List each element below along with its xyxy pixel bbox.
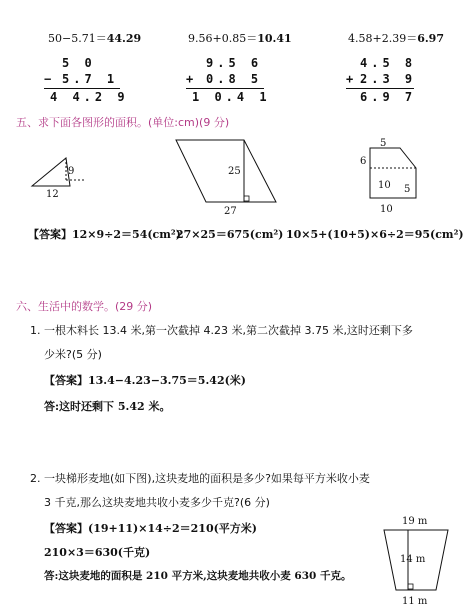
figure-top-label: 5	[380, 138, 387, 149]
question-2-answer-1: 【答案】(19+11)×14÷2＝210(平方米)	[44, 522, 258, 535]
parallelogram-height-label: 25	[228, 166, 241, 177]
operand-top: 4.5 8	[360, 56, 417, 70]
equation-1: 50−5.71＝44.29	[48, 32, 142, 45]
operator: −	[44, 72, 56, 86]
question-1-line-2: 少米?(5 分)	[44, 348, 102, 361]
section-6-title: 六、生活中的数学。(29 分)	[16, 300, 153, 313]
trapezoid-height-label: 14 m	[400, 554, 426, 565]
operand-second: 5.7 1	[62, 72, 119, 86]
trapezoid-field-figure	[380, 512, 456, 612]
section-5-answer-3: 10×5+(10+5)×6÷2＝95(cm²)	[286, 228, 464, 241]
sum-line	[44, 88, 120, 89]
section-5-answer-1: 【答案】12×9÷2＝54(cm²)	[28, 228, 181, 241]
parallelogram-figure	[172, 136, 282, 218]
question-2-answer-2: 210×3＝630(千克)	[44, 546, 151, 559]
triangle-height-label: 9	[68, 166, 75, 177]
trapezoid-top-label: 19 m	[402, 516, 428, 527]
trapezoid-bottom-label: 11 m	[402, 596, 428, 607]
result: 6.9 7	[360, 90, 417, 104]
result: 4 4.2 9	[50, 90, 129, 104]
figure-mid-label: 10	[378, 180, 391, 191]
figure-left-label: 6	[360, 156, 367, 167]
section-5-title: 五、求下面各图形的面积。(单位:cm)(9 分)	[16, 116, 230, 129]
composite-figure	[354, 136, 430, 218]
equation-3: 4.58+2.39＝6.97	[348, 32, 444, 45]
section-5-answer-2: 27×25＝675(cm²)	[176, 228, 284, 241]
operand-top: 5 0	[62, 56, 96, 70]
question-1-line-1: 1. 一根木料长 13.4 米,第一次截掉 4.23 米,第二次截掉 3.75 米,这时还剩下多	[30, 324, 413, 337]
parallelogram-base-label: 27	[224, 206, 237, 217]
operand-top: 9.5 6	[206, 56, 263, 70]
question-2-line-2: 3 千克,那么这块麦地共收小麦多少千克?(6 分)	[44, 496, 270, 509]
question-2-line-1: 2. 一块梯形麦地(如下图),这块麦地的面积是多少?如果每平方米收小麦	[30, 472, 370, 485]
operand-second: 0.8 5	[206, 72, 263, 86]
sum-line	[186, 88, 264, 89]
operand-second: 2.3 9	[360, 72, 417, 86]
question-2-conclusion: 答:这块麦地的面积是 210 平方米,这块麦地共收小麦 630 千克。	[44, 570, 352, 582]
question-1-answer: 【答案】13.4−4.23−3.75＝5.42(米)	[44, 374, 247, 387]
triangle-base-label: 12	[46, 189, 59, 200]
figure-right-label: 5	[404, 184, 411, 195]
question-1-conclusion: 答:这时还剩下 5.42 米。	[44, 400, 171, 413]
sum-line	[346, 88, 414, 89]
equation-2: 9.56+0.85＝10.41	[188, 32, 292, 45]
triangle-figure	[30, 150, 90, 200]
figure-bottom-label: 10	[380, 204, 393, 215]
operator: +	[186, 72, 198, 86]
operator: +	[346, 72, 358, 86]
result: 1 0.4 1	[192, 90, 271, 104]
